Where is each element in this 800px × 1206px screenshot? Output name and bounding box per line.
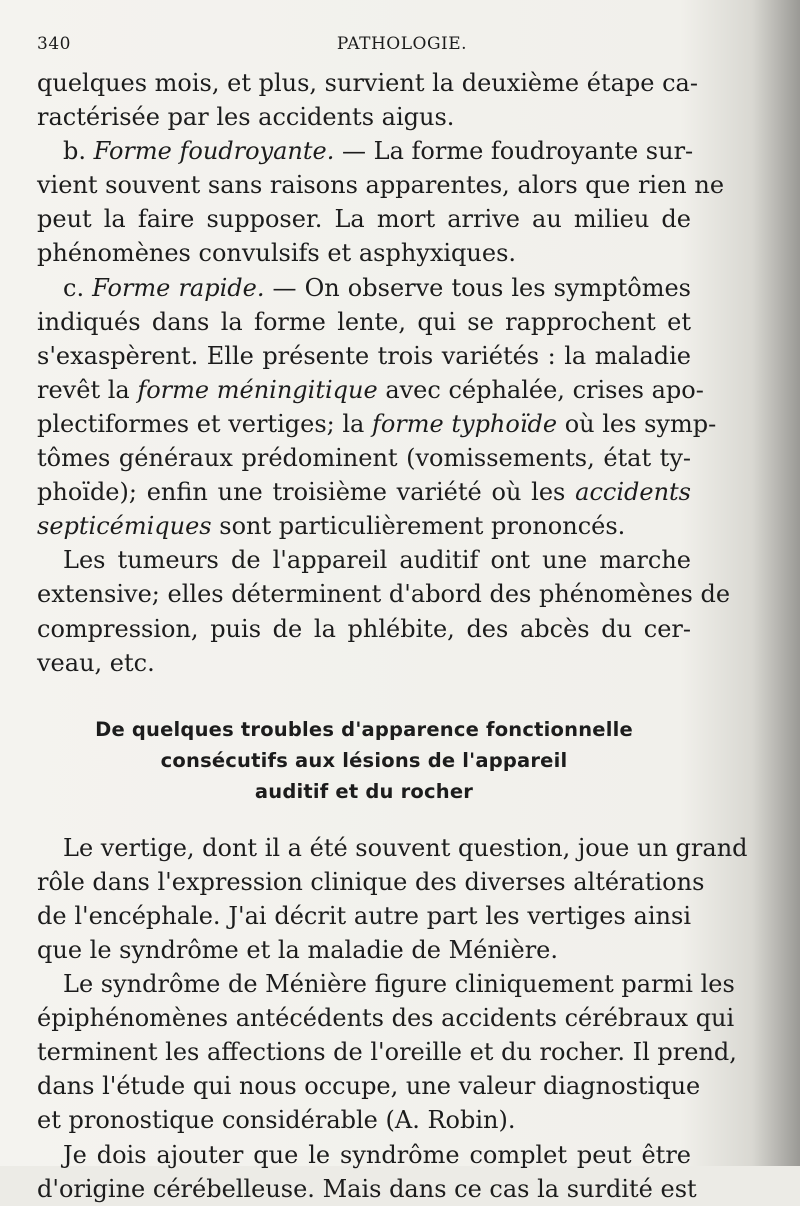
- paragraph-tumeurs: [37, 543, 731, 679]
- heading-line: consécutifs aux lésions de l'appareil: [160, 748, 568, 772]
- text-line: Je dois ajouter que le syndrôme complet peut être: [63, 1140, 691, 1169]
- italic-term: forme méningitique: [137, 375, 378, 404]
- italic-term: Forme foudroyante.: [93, 137, 335, 166]
- text-fragment: — La forme foudroyante sur-: [342, 137, 694, 166]
- text-body: [37, 66, 748, 1206]
- section-heading: [37, 714, 691, 807]
- text-line: [37, 373, 704, 407]
- text-line: indiqués dans la forme lente, qui se rapprochent et: [37, 307, 691, 336]
- heading-line: auditif et du rocher: [254, 779, 474, 803]
- italic-term: septicémiques: [37, 512, 212, 541]
- italic-term: Forme rapide.: [92, 273, 265, 302]
- text-line: ractérisée par les accidents aigus.: [37, 103, 455, 132]
- text-line: [37, 134, 694, 168]
- text-line: rôle dans l'expression clinique des diverses altérations: [37, 867, 705, 896]
- text-fragment: plectiformes et vertiges; la: [37, 409, 365, 438]
- text-line: s'exaspèrent. Elle présente trois variétés : la maladie: [37, 341, 691, 370]
- text-line: dans l'étude qui nous occupe, une valeur diagnostique: [37, 1072, 701, 1101]
- running-title: PATHOLOGIE.: [336, 34, 468, 54]
- paragraph-vertige: [37, 831, 748, 967]
- paragraph-syndrome-complet: [37, 1138, 697, 1206]
- page-number: 340: [37, 34, 71, 54]
- text-line: d'origine cérébelleuse. Mais dans ce cas la surdité est: [37, 1174, 697, 1203]
- text-line: tômes généraux prédominent (vomissements, état ty-: [37, 444, 691, 473]
- text-line: peut la faire supposer. La mort arrive au milieu de: [37, 205, 691, 234]
- text-line: veau, etc.: [37, 648, 155, 677]
- text-line: Le syndrôme de Ménière figure cliniquement parmi les: [63, 970, 735, 999]
- heading-line: De quelques troubles d'apparence fonctionnelle: [95, 717, 633, 741]
- text-line: compression, puis de la phlébite, des abcès du cer-: [37, 614, 691, 643]
- text-line: [37, 271, 691, 305]
- paragraph-syndrome-meniere: [37, 967, 737, 1137]
- item-label: b.: [63, 137, 86, 166]
- italic-term: forme typhoïde: [371, 409, 558, 438]
- text-fragment: revêt la: [37, 375, 130, 404]
- paragraph-forme-foudroyante: [37, 134, 725, 270]
- text-line: épiphénomènes antécédents des accidents cérébraux qui: [37, 1004, 735, 1033]
- text-line: [37, 407, 717, 441]
- text-fragment: avec céphalée, crises apo-: [385, 375, 704, 404]
- text-line: Les tumeurs de l'appareil auditif ont une marche: [63, 546, 691, 575]
- text-fragment: phoïde); enfin une troisième variété où les: [37, 478, 566, 507]
- text-line: Le vertige, dont il a été souvent question, joue un grand: [63, 833, 748, 862]
- text-line: [37, 475, 691, 509]
- text-line: quelques mois, et plus, survient la deuxième étape ca-: [37, 69, 698, 97]
- text-fragment: où les symp-: [564, 409, 717, 438]
- italic-term: accidents: [575, 478, 691, 507]
- text-fragment: sont particulièrement prononcés.: [219, 512, 626, 541]
- text-line: vient souvent sans raisons apparentes, alors que rien ne: [37, 171, 725, 200]
- spacer: [37, 807, 691, 831]
- text-line: de l'encéphale. J'ai décrit autre part les vertiges ainsi: [37, 901, 691, 930]
- paragraph-continuation: [37, 66, 698, 134]
- text-line: que le syndrôme et la maladie de Ménière.: [37, 935, 558, 964]
- text-line: phénomènes convulsifs et asphyxiques.: [37, 239, 517, 268]
- item-label: c.: [63, 273, 85, 302]
- spacer: [37, 680, 691, 714]
- text-line: [37, 509, 691, 543]
- page-header: [37, 34, 727, 60]
- text-line: extensive; elles déterminent d'abord des phénomènes de: [37, 580, 731, 609]
- text-line: terminent les affections de l'oreille et du rocher. Il prend,: [37, 1038, 737, 1067]
- paragraph-forme-rapide: [37, 271, 717, 544]
- text-fragment: — On observe tous les symptômes: [272, 273, 691, 302]
- text-line: et pronostique considérable (A. Robin).: [37, 1106, 516, 1135]
